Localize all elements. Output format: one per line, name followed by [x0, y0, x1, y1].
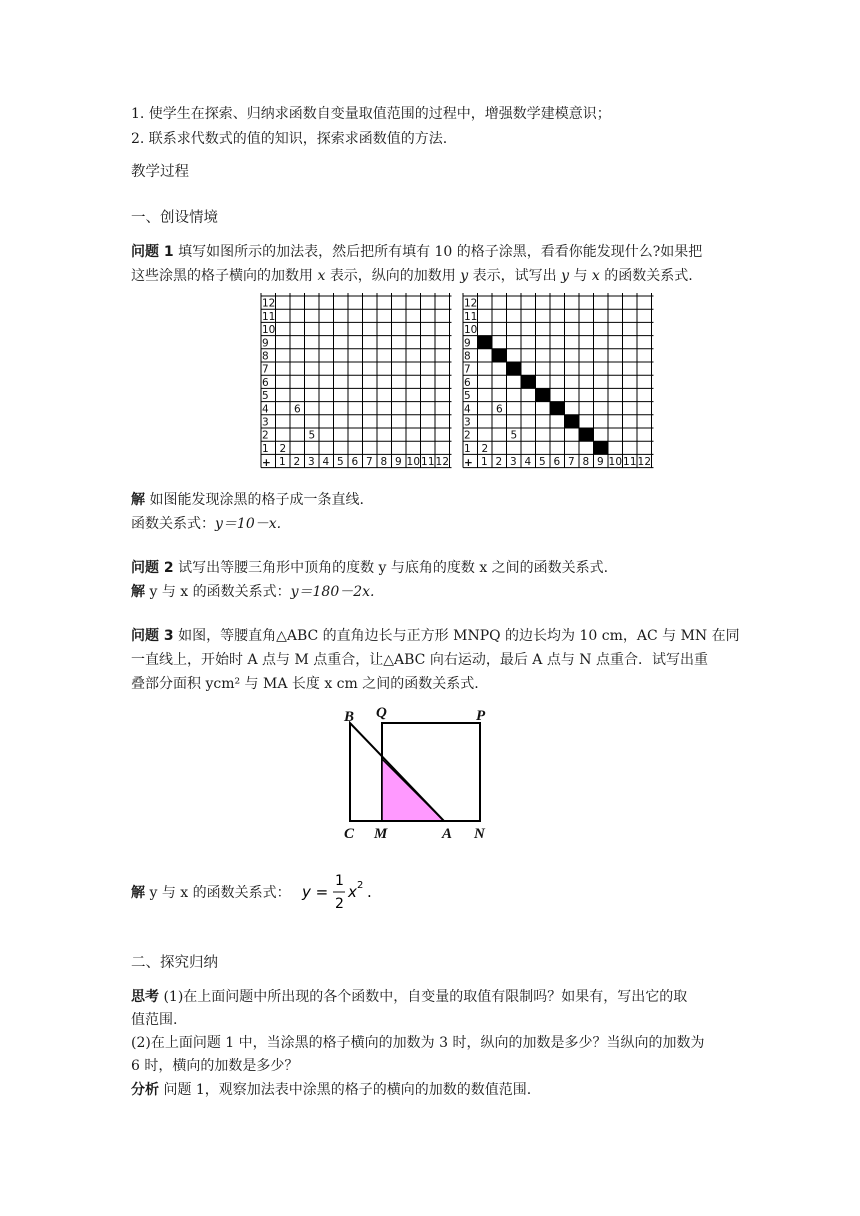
column-label: 9 — [597, 456, 604, 469]
formula-half-x-squared — [300, 868, 390, 916]
row-label: 2 — [262, 429, 269, 442]
plus-sign: + — [262, 457, 271, 470]
triangle-square-figure — [330, 700, 510, 848]
shaded-cell — [521, 375, 536, 388]
row-label: 1 — [464, 442, 471, 455]
column-label: 12 — [435, 456, 449, 469]
row-label: 5 — [464, 390, 471, 403]
question-3-line-3: 叠部分面积 ycm² 与 MA 长度 x cm 之间的函数关系式. — [131, 676, 479, 692]
row-label: 10 — [262, 324, 276, 337]
row-label: 5 — [262, 390, 269, 403]
row-label: 9 — [262, 337, 269, 350]
think-1-line-1: 思考 (1)在上面问题中所出现的各个函数中，自变量的取值有限制吗？如果有，写出它的取 — [131, 989, 688, 1005]
analysis-line: 分析 问题 1，观察加法表中涂黑的格子的横向的加数的数值范围. — [131, 1082, 532, 1098]
column-label: 4 — [322, 456, 330, 469]
column-label: 9 — [395, 456, 402, 469]
cell-entry: 5 — [308, 429, 316, 442]
addition-table-shaded — [457, 293, 651, 478]
row-label: 11 — [262, 310, 276, 323]
row-label: 3 — [262, 416, 269, 429]
column-label: 5 — [337, 456, 344, 469]
column-label: 6 — [351, 456, 359, 469]
label-m: M — [374, 826, 388, 842]
svg-text:2: 2 — [335, 896, 344, 912]
question-3-line-1: 问题 3 如图，等腰直角△ABC 的直角边长与正方形 MNPQ 的边长均为 10 cm，AC 与 MN 在同 — [131, 628, 740, 644]
label-n: N — [474, 826, 485, 842]
row-label: 3 — [464, 416, 471, 429]
cell-entry: 5 — [510, 429, 518, 442]
question-2: 问题 2 试写出等腰三角形中顶角的度数 y 与底角的度数 x 之间的函数关系式. — [131, 560, 609, 576]
row-label: 4 — [464, 403, 471, 416]
part2-title: 二、探究归纳 — [131, 955, 218, 971]
question-3-line-2: 一直线上，开始时 A 点与 M 点重合，让△ABC 向右运动，最后 A 点与 N 点重合．试写出重 — [131, 652, 708, 668]
answer-2: 解 y 与 x 的函数关系式：y＝180－2x. — [131, 584, 375, 600]
label-p: P — [476, 708, 486, 724]
think-1-line-2: 值范围. — [131, 1012, 178, 1028]
cell-entry: 2 — [481, 442, 489, 455]
row-label: 8 — [464, 350, 471, 363]
row-label: 10 — [464, 324, 478, 337]
column-label: 10 — [406, 456, 420, 469]
column-label: 1 — [279, 456, 286, 469]
shaded-cell — [536, 388, 551, 401]
column-label: 12 — [637, 456, 651, 469]
shaded-cell — [492, 349, 507, 362]
row-label: 2 — [464, 429, 471, 442]
answer-1-line-2: 函数关系式：y＝10－x. — [131, 516, 282, 532]
objective-1: 1. 使学生在探索、归纳求函数自变量取值范围的过程中，增强数学建模意识； — [131, 106, 611, 122]
svg-text:.: . — [367, 883, 372, 901]
row-label: 1 — [262, 442, 269, 455]
column-label: 5 — [539, 456, 546, 469]
column-label: 11 — [623, 456, 637, 469]
column-label: 2 — [495, 456, 503, 469]
column-label: 1 — [481, 456, 488, 469]
shaded-cell — [594, 441, 609, 454]
column-label: 7 — [366, 456, 373, 469]
row-label: 12 — [262, 297, 276, 310]
row-label: 9 — [464, 337, 471, 350]
part1-title: 一、创设情境 — [131, 210, 218, 226]
label-b: B — [344, 709, 355, 725]
column-label: 10 — [608, 456, 622, 469]
question-1-line-2: 这些涂黑的格子横向的加数用 x 表示，纵向的加数用 y 表示，试写出 y 与 x 的函数关系式. — [131, 268, 693, 284]
row-label: 7 — [262, 363, 269, 376]
row-label: 11 — [464, 310, 478, 323]
section-title: 教学过程 — [131, 164, 189, 180]
plus-sign: + — [464, 457, 473, 470]
addition-table-blank — [255, 293, 449, 478]
row-label: 4 — [262, 403, 269, 416]
label-c: C — [344, 826, 355, 842]
column-label: 3 — [510, 456, 517, 469]
label-q: Q — [376, 705, 387, 721]
cell-entry: 6 — [294, 403, 301, 416]
shaded-cell — [579, 428, 594, 441]
svg-text:y =: y = — [302, 883, 329, 901]
shaded-cell — [550, 402, 565, 415]
think-2-line-2: 6 时，横向的加数是多少？ — [131, 1058, 299, 1074]
answer-1-label: 解 — [131, 492, 145, 508]
shaded-cell — [478, 336, 493, 349]
svg-text:1: 1 — [335, 873, 344, 889]
column-label: 11 — [421, 456, 435, 469]
cell-entry: 6 — [496, 403, 503, 416]
column-label: 2 — [293, 456, 301, 469]
column-label: 3 — [308, 456, 315, 469]
shaded-cell — [565, 415, 580, 428]
row-label: 8 — [262, 350, 269, 363]
answer-1-line-1: 解 如图能发现涂黑的格子成一条直线. — [131, 492, 364, 508]
row-label: 6 — [464, 376, 471, 389]
row-label: 12 — [464, 297, 478, 310]
think-2-line-1: (2)在上面问题 1 中，当涂黑的格子横向的加数为 3 时，纵向的加数是多少？当纵向的加数为 — [131, 1035, 705, 1051]
column-label: 8 — [582, 456, 590, 469]
shaded-cell — [507, 362, 522, 375]
cell-entry: 2 — [279, 442, 287, 455]
answer-3: 解 y 与 x 的函数关系式： — [131, 885, 291, 901]
row-label: 7 — [464, 363, 471, 376]
objective-2: 2. 联系求代数式的值的知识，探索求函数值的方法. — [131, 131, 448, 147]
svg-text:x: x — [348, 883, 357, 901]
column-label: 8 — [380, 456, 388, 469]
column-label: 4 — [524, 456, 532, 469]
question-1-label: 问题 1 — [131, 244, 174, 260]
label-a: A — [442, 826, 453, 842]
question-1-line-1: 问题 1 填写如图所示的加法表，然后把所有填有 10 的格子涂黑，看看你能发现什么?如果把 — [131, 244, 703, 260]
column-label: 6 — [553, 456, 561, 469]
row-label: 6 — [262, 376, 269, 389]
column-label: 7 — [568, 456, 575, 469]
svg-text:2: 2 — [357, 880, 364, 891]
